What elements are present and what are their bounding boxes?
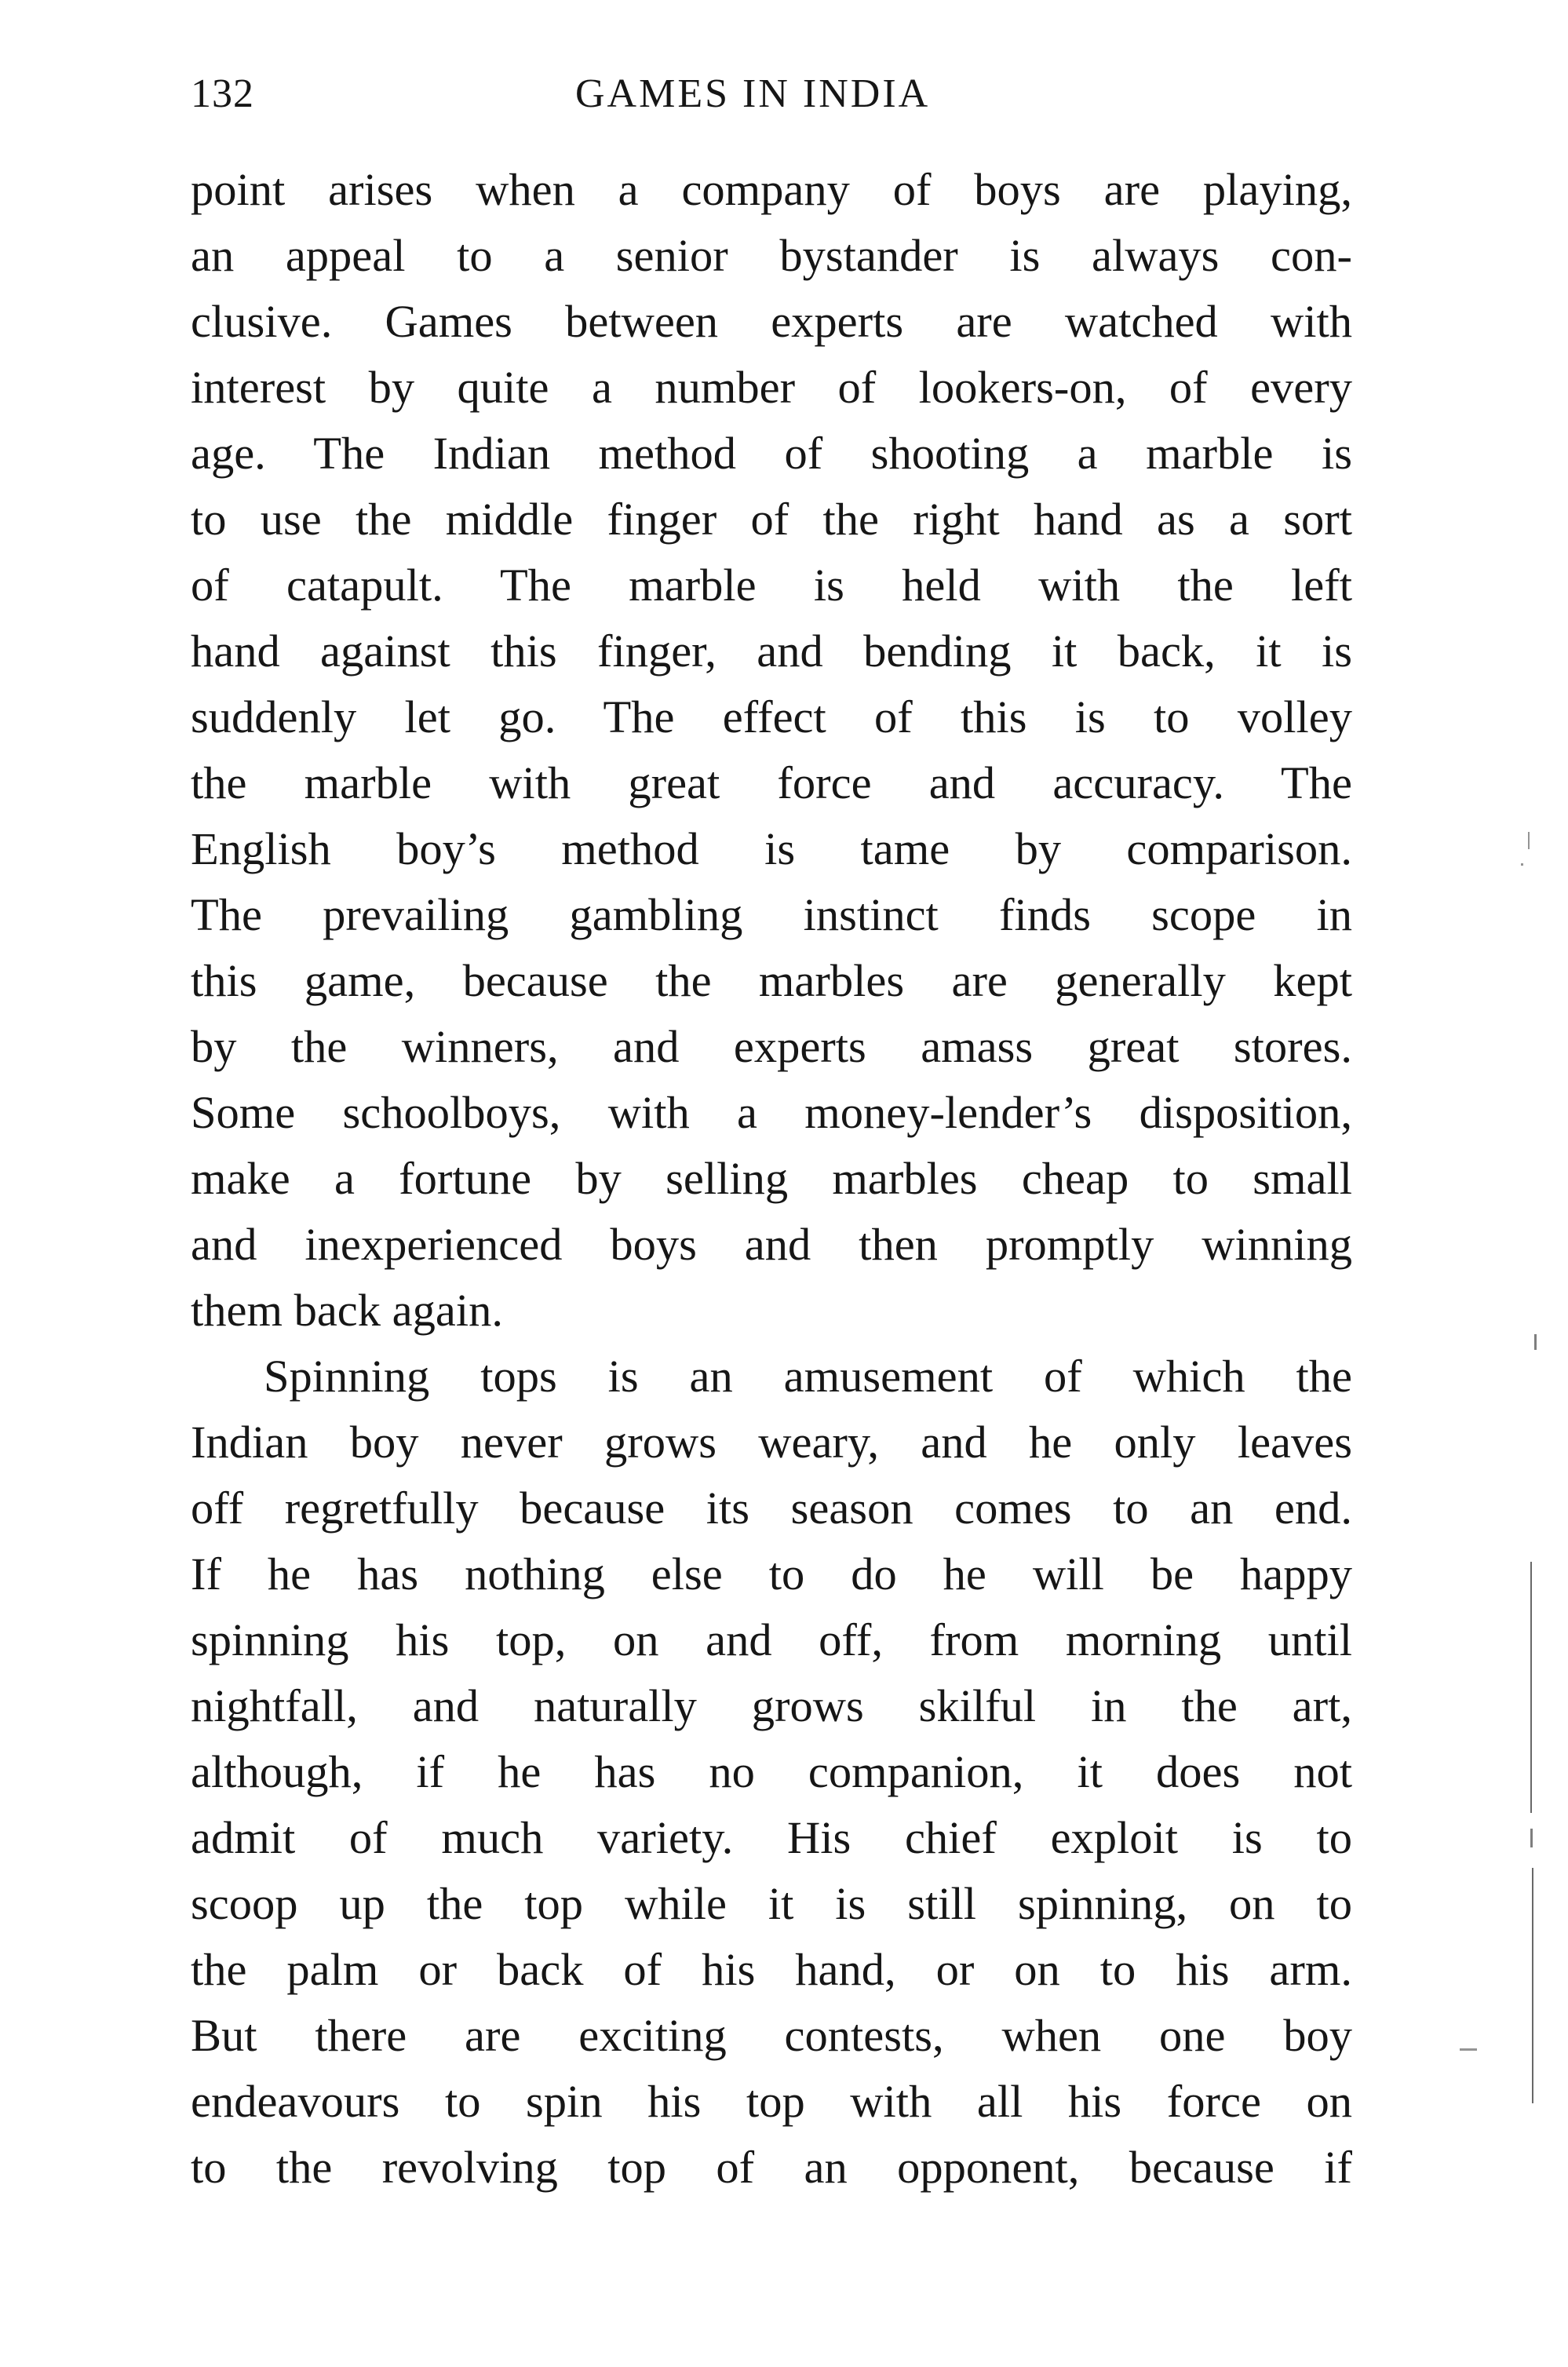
running-head	[191, 71, 1352, 126]
scan-artifact	[1460, 2048, 1477, 2051]
paragraph	[191, 157, 1352, 1344]
text-line: to use the middle finger of the right hand as a sort	[191, 494, 1352, 545]
text-line: spinning his top, on and off, from morning until	[191, 1614, 1352, 1665]
text-line: an appeal to a senior bystander is always con-	[191, 230, 1352, 281]
text-line: off regretfully because its season comes to an end.	[191, 1483, 1352, 1534]
text-line: endeavours to spin his top with all his force on	[191, 2076, 1352, 2127]
text-line: to the revolving top of an opponent, because if	[191, 2142, 1352, 2193]
text-line: The prevailing gambling instinct finds scope in	[191, 889, 1352, 940]
scan-artifact	[1530, 1562, 1532, 1813]
text-line: Spinning tops is an amusement of which the	[264, 1351, 1352, 1402]
scan-artifact	[1530, 1829, 1533, 1847]
running-title: GAMES IN INDIA	[575, 71, 931, 116]
text-line: clusive. Games between experts are watched with	[191, 296, 1352, 347]
text-line: age. The Indian method of shooting a marble is	[191, 428, 1352, 479]
text-line: this game, because the marbles are generally kept	[191, 955, 1352, 1006]
text-line: by the winners, and experts amass great stores.	[191, 1021, 1352, 1072]
scan-artifact	[1521, 863, 1523, 866]
text-line: interest by quite a number of lookers-on, of every	[191, 362, 1352, 413]
text-line: of catapult. The marble is held with the left	[191, 560, 1352, 611]
text-line: If he has nothing else to do he will be happy	[191, 1548, 1352, 1599]
text-line: and inexperienced boys and then promptly winning	[191, 1219, 1352, 1270]
paragraph	[191, 1344, 1352, 2201]
text-line: although, if he has no companion, it does not	[191, 1746, 1352, 1797]
text-line: But there are exciting contests, when one boy	[191, 2010, 1352, 2061]
text-line: suddenly let go. The effect of this is to volley	[191, 691, 1352, 742]
text-line: admit of much variety. His chief exploit is to	[191, 1812, 1352, 1863]
page-number: 132	[191, 71, 254, 116]
text-line: them back again.	[191, 1285, 503, 1336]
text-line: scoop up the top while it is still spinning, on to	[191, 1878, 1352, 1929]
text-line: the marble with great force and accuracy. The	[191, 757, 1352, 808]
text-line: make a fortune by selling marbles cheap to small	[191, 1153, 1352, 1204]
text-line: the palm or back of his hand, or on to his arm.	[191, 1944, 1352, 1995]
text-line: Indian boy never grows weary, and he only leaves	[191, 1417, 1352, 1468]
text-line: nightfall, and naturally grows skilful in the art,	[191, 1680, 1352, 1731]
text-line: English boy’s method is tame by comparison.	[191, 823, 1352, 874]
scan-artifact	[1532, 1868, 1533, 2103]
text-line: hand against this finger, and bending it back, it is	[191, 625, 1352, 677]
body-text	[191, 157, 1352, 2201]
text-line: Some schoolboys, with a money-lender’s disposition,	[191, 1087, 1352, 1138]
scan-artifact	[1528, 832, 1530, 849]
text-line: point arises when a company of boys are playing,	[191, 164, 1352, 215]
scan-artifact	[1534, 1334, 1537, 1350]
